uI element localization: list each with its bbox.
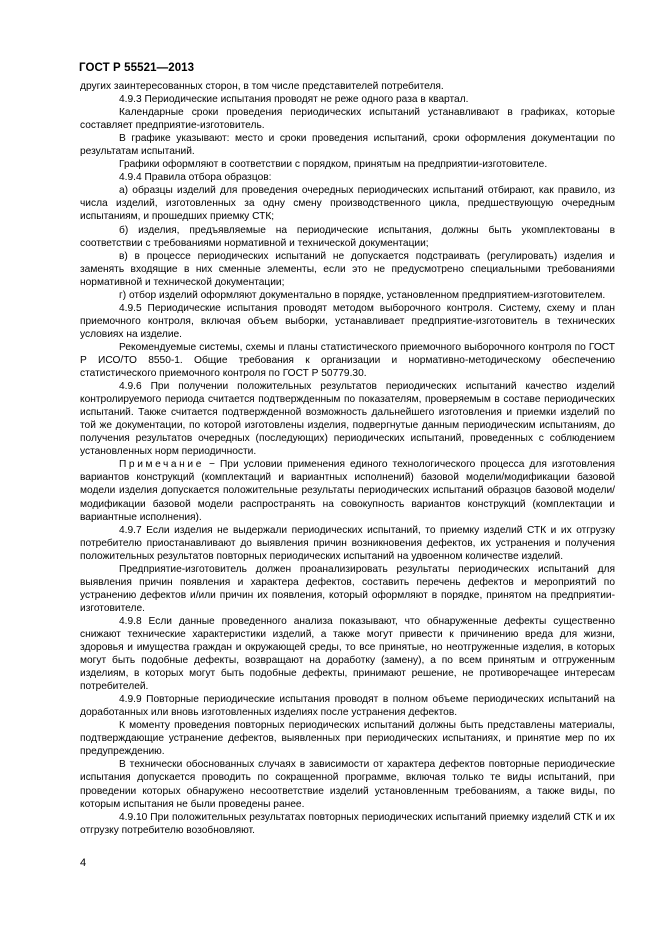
paragraph-4-9-9: 4.9.9 Повторные периодические испытания проводят в полном объеме периодических испытаний на доработанных или вновь изготовленных изделиях после устранения дефектов. — [80, 694, 615, 719]
paragraph-calendar-terms: Календарные сроки проведения периодических испытаний устанавливают в графиках, которые составляет предприятие-изготовитель. — [80, 107, 615, 132]
paragraph-schedule-contents: В графике указывают: место и сроки проведения испытаний, сроки оформления документации по результатам испытаний. — [80, 133, 615, 158]
paragraph-4-9-5: 4.9.5 Периодические испытания проводят методом выборочного контроля. Систему, схему и план приемочного контроля, включая объем выборки, устанавливает предприятие-изготовитель в технических условиях на изделие. — [80, 302, 615, 340]
document-header: ГОСТ Р 55521—2013 — [79, 62, 195, 74]
paragraph-4-9-6: 4.9.6 При получении положительных результатов периодических испытаний качество изделий контролируемого периода считается подтвержденным по показателям, проверяемым в составе периодических испытаний. Также считается подтвержденной возможность дальнейшего изготовления и приемки изделий по той же документации, по которой изготовлены изделия, подвергнутые данным периодическим испытаниям, до получения результатов очередных (последующих) периодических испытаний, проведенных с соблюдением установленных норм периодичности. — [80, 381, 615, 458]
paragraph-4-9-8: 4.9.8 Если данные проведенного анализа показывают, что обнаруженные дефекты существенно снижают технические характеристики изделий, а также могут привести к причинению вреда для жизни, здоровья и имущества граждан и окружающей среды, то все принятые, но неотгруженные изделия, в которых могут быть подобные дефекты, возвращают на доработку (замену), а по всем принятым и отгруженным изделиям, в которых могут быть подобные дефекты, принимают решение, не противоречащее интересам потребителей. — [80, 615, 615, 693]
list-item-g: г) отбор изделий оформляют документально в порядке, установленном предприятием-изготовителем. — [119, 289, 606, 301]
paragraph-continuation: других заинтересованных сторон, в том числе представителей потребителя. — [80, 81, 444, 92]
list-item-b: б) изделия, предъявляемые на периодические испытания, должны быть укомплектованы в соответствии с требованиями нормативной и технической документации; — [80, 224, 615, 249]
list-item-v: в) в процессе периодических испытаний не допускается подстраивать (регулировать) изделия и заменять входящие в них сменные элементы, если это не предусмотрено специальными требованиями нормативной и технической документации; — [80, 250, 615, 288]
list-item-a: а) образцы изделий для проведения очередных периодических испытаний отбирают, как правило, из числа изделий, изготовленных за одну смену производственного цикла, предшествующую очередным испытаниям, и прошедших приемку СТК; — [80, 185, 615, 223]
paragraph-materials: К моменту проведения повторных периодических испытаний должны быть представлены материалы, подтверждающие устранение дефектов, выявленных при периодических испытаниях, и принятие мер по их предупреждению. — [80, 720, 615, 758]
paragraph-4-9-7: 4.9.7 Если изделия не выдержали периодических испытаний, то приемку изделий СТК и их отгрузку потребителю приостанавливают до выявления причин возникновения дефектов, их устранения и получения положительных результатов повторных периодических испытаний на удвоенном количестве изделий. — [80, 524, 615, 562]
paragraph-4-9-3: 4.9.3 Периодические испытания проводят не реже одного раза в квартал. — [119, 94, 469, 106]
note-text: − При условии применения единого технологического процесса для изготовления вариантов конструкций (комплектаций и вариантных исполнений) базовой модели/модификации базовой модели изделия допускается положительные результаты периодических испытаний образцов базовой модели/модификации базовой модели распространять на совокупность вариантов конструкций (комплектации и вариантные исполнения). — [80, 459, 615, 523]
paragraph-recommended-systems: Рекомендуемые системы, схемы и планы статистического приемочного выборочного контроля по ГОСТ Р ИСО/ТО 8550-1. Общие требования к организации и нормативно-методическому обеспечению статистического приемочного контроля по ГОСТ Р 50779.30. — [80, 341, 615, 380]
paragraph-reduced-program: В технически обоснованных случаях в зависимости от характера дефектов повторные периодические испытания допускается проводить по сокращенной программе, включая только те виды испытаний, при проведении которых обнаружено несоответствие изделий установленным требованиям, а также виды, по которым испытания не были проведены ранее. — [80, 759, 615, 810]
note — [80, 458, 615, 523]
paragraph-manufacturer-analysis: Предприятие-изготовитель должен проанализировать результаты периодических испытаний для выявления причин появления и характера дефектов, составить перечень дефектов и мероприятий по устранению дефектов и/или причин их появления, который оформляют в порядке, принятом на предприятии-изготовителе. — [80, 563, 615, 614]
paragraph-schedule-procedure: Графики оформляют в соответствии с порядком, принятым на предприятии-изготовителе. — [119, 159, 548, 171]
paragraph-4-9-10: 4.9.10 При положительных результатах повторных периодических испытаний приемку изделий СТК и их отгрузку потребителю возобновляют. — [80, 811, 615, 836]
document-body — [80, 80, 615, 837]
paragraph-4-9-4: 4.9.4 Правила отбора образцов: — [119, 172, 272, 184]
page-number: 4 — [80, 857, 87, 869]
note-label: Примечание — [119, 459, 204, 471]
